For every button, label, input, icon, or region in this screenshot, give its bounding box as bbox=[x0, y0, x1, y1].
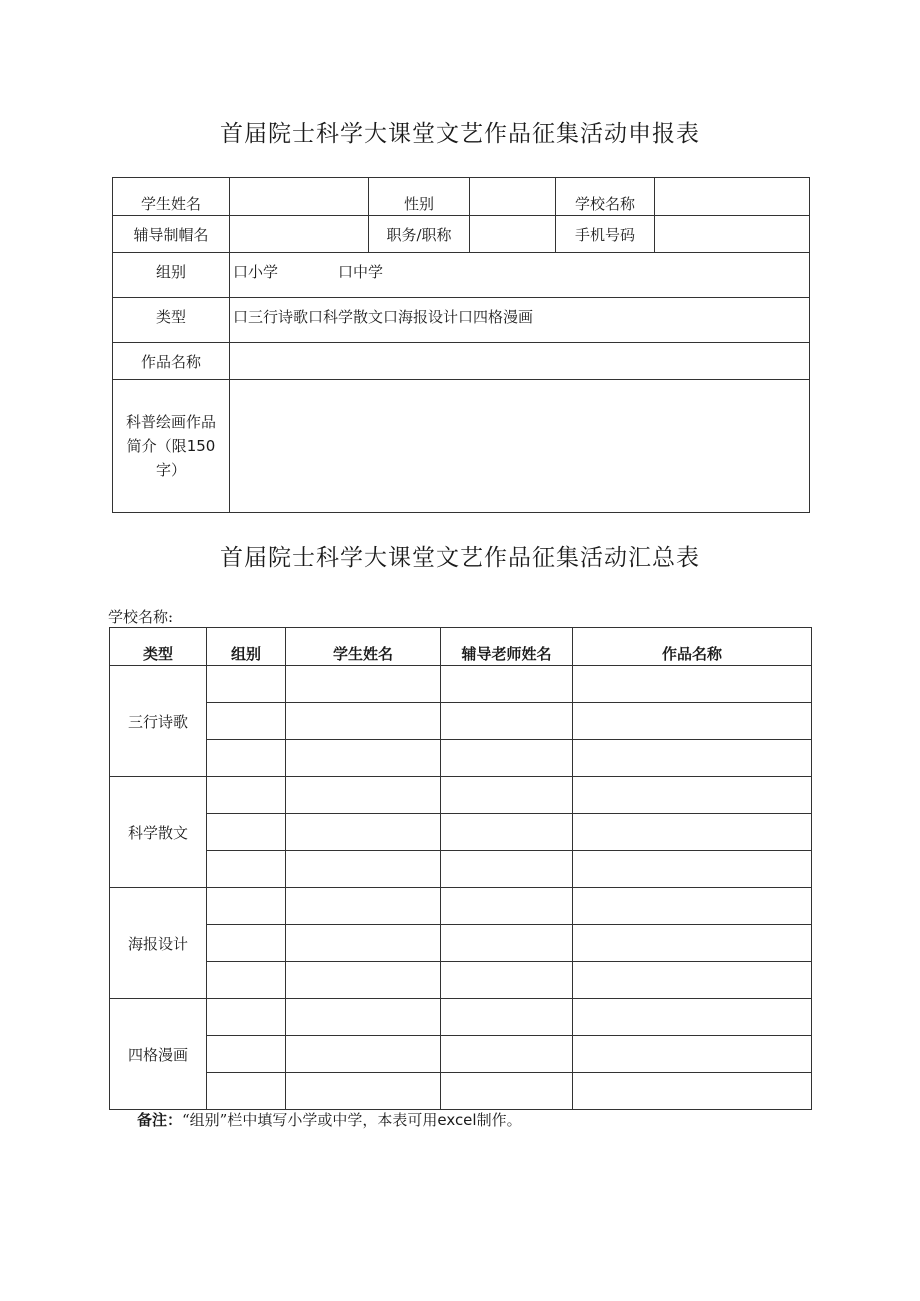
summary-school-name-line: 学校名称: bbox=[108, 608, 174, 626]
table-cell[interactable] bbox=[441, 814, 573, 851]
table-cell[interactable] bbox=[207, 1036, 286, 1073]
header-type: 类型 bbox=[110, 628, 207, 666]
position-field[interactable] bbox=[470, 216, 556, 253]
position-label: 职务/职称 bbox=[369, 216, 470, 253]
category-essay: 科学散文 bbox=[110, 777, 207, 888]
note-label: 备注： bbox=[137, 1111, 183, 1129]
intro-label-line2 bbox=[127, 437, 216, 455]
header-tutor-name: 辅导老师姓名 bbox=[441, 628, 573, 666]
table-cell[interactable] bbox=[286, 925, 441, 962]
table-cell[interactable] bbox=[286, 777, 441, 814]
gender-field[interactable] bbox=[470, 178, 556, 216]
header-group: 组别 bbox=[207, 628, 286, 666]
type-options[interactable]: 口三行诗歌口科学散文口海报设计口四格漫画 bbox=[230, 298, 810, 343]
table-cell[interactable] bbox=[573, 962, 812, 999]
school-name-field[interactable] bbox=[655, 178, 810, 216]
intro-label-line2-prefix: 简介（限 bbox=[126, 437, 187, 455]
table-cell[interactable] bbox=[207, 925, 286, 962]
table-cell[interactable] bbox=[441, 851, 573, 888]
table-cell[interactable] bbox=[286, 703, 441, 740]
summary-table bbox=[109, 627, 812, 1110]
table-row bbox=[110, 851, 812, 888]
table-cell[interactable] bbox=[573, 925, 812, 962]
table-cell[interactable] bbox=[207, 962, 286, 999]
group-options bbox=[230, 253, 810, 298]
table-cell[interactable] bbox=[286, 740, 441, 777]
table-cell[interactable] bbox=[573, 666, 812, 703]
table-row bbox=[110, 888, 812, 925]
table-cell[interactable] bbox=[207, 851, 286, 888]
table-cell[interactable] bbox=[573, 777, 812, 814]
phone-field[interactable] bbox=[655, 216, 810, 253]
table-cell[interactable] bbox=[441, 1073, 573, 1110]
table-cell[interactable] bbox=[441, 666, 573, 703]
note-text-suffix: 制作。 bbox=[476, 1111, 522, 1129]
table-cell[interactable] bbox=[207, 777, 286, 814]
table-cell[interactable] bbox=[286, 1073, 441, 1110]
table-cell[interactable] bbox=[441, 999, 573, 1036]
table-cell[interactable] bbox=[441, 740, 573, 777]
intro-label-limit: 150 bbox=[186, 437, 216, 455]
table-cell[interactable] bbox=[207, 814, 286, 851]
work-name-label: 作品名称 bbox=[113, 343, 230, 380]
table-row bbox=[110, 777, 812, 814]
table-cell[interactable] bbox=[207, 666, 286, 703]
table-cell[interactable] bbox=[207, 703, 286, 740]
table-cell[interactable] bbox=[441, 703, 573, 740]
group-label: 组别 bbox=[113, 253, 230, 298]
summary-form-title: 首届院士科学大课堂文艺作品征集活动汇总表 bbox=[220, 545, 700, 571]
table-cell[interactable] bbox=[441, 962, 573, 999]
footnote bbox=[137, 1109, 522, 1130]
table-cell[interactable] bbox=[441, 888, 573, 925]
table-cell[interactable] bbox=[573, 999, 812, 1036]
table-cell[interactable] bbox=[286, 962, 441, 999]
table-row bbox=[110, 740, 812, 777]
table-row bbox=[110, 666, 812, 703]
table-cell[interactable] bbox=[573, 703, 812, 740]
work-name-field[interactable] bbox=[230, 343, 810, 380]
category-poster: 海报设计 bbox=[110, 888, 207, 999]
table-cell[interactable] bbox=[207, 740, 286, 777]
table-cell[interactable] bbox=[441, 777, 573, 814]
table-cell[interactable] bbox=[441, 1036, 573, 1073]
header-work-name: 作品名称 bbox=[573, 628, 812, 666]
table-cell[interactable] bbox=[441, 925, 573, 962]
table-cell[interactable] bbox=[573, 851, 812, 888]
table-cell[interactable] bbox=[573, 1073, 812, 1110]
category-poem: 三行诗歌 bbox=[110, 666, 207, 777]
table-row bbox=[110, 1073, 812, 1110]
gender-label: 性别 bbox=[369, 178, 470, 216]
table-cell[interactable] bbox=[573, 814, 812, 851]
table-row bbox=[110, 925, 812, 962]
table-row bbox=[110, 814, 812, 851]
table-cell[interactable] bbox=[573, 888, 812, 925]
header-student-name: 学生姓名 bbox=[286, 628, 441, 666]
type-label: 类型 bbox=[113, 298, 230, 343]
table-cell[interactable] bbox=[286, 999, 441, 1036]
student-name-label: 学生姓名 bbox=[113, 178, 230, 216]
intro-label-line1: 科普绘画作品 bbox=[125, 413, 216, 431]
note-text-excel: excel bbox=[437, 1111, 477, 1129]
intro-label bbox=[113, 380, 230, 513]
table-row bbox=[110, 703, 812, 740]
category-comic: 四格漫画 bbox=[110, 999, 207, 1110]
table-cell[interactable] bbox=[286, 814, 441, 851]
school-name-label: 学校名称 bbox=[556, 178, 655, 216]
application-form-table bbox=[112, 177, 810, 513]
table-cell[interactable] bbox=[573, 1036, 812, 1073]
table-cell[interactable] bbox=[207, 888, 286, 925]
table-cell[interactable] bbox=[286, 1036, 441, 1073]
table-row bbox=[110, 1036, 812, 1073]
table-cell[interactable] bbox=[573, 740, 812, 777]
table-cell[interactable] bbox=[207, 1073, 286, 1110]
table-cell[interactable] bbox=[286, 666, 441, 703]
tutor-label: 辅导制帽名 bbox=[113, 216, 230, 253]
table-row bbox=[110, 962, 812, 999]
note-text-prefix: “组别”栏中填写小学或中学，本表可用 bbox=[182, 1111, 438, 1129]
group-option-middle[interactable]: 口中学 bbox=[338, 263, 384, 281]
student-name-field[interactable] bbox=[230, 178, 369, 216]
intro-field[interactable] bbox=[230, 380, 810, 513]
table-row bbox=[110, 999, 812, 1036]
tutor-field[interactable] bbox=[230, 216, 369, 253]
phone-label: 手机号码 bbox=[556, 216, 655, 253]
table-cell[interactable] bbox=[207, 999, 286, 1036]
table-cell[interactable] bbox=[286, 851, 441, 888]
group-option-primary[interactable]: 口小学 bbox=[233, 263, 279, 281]
application-form-title: 首届院士科学大课堂文艺作品征集活动申报表 bbox=[220, 121, 700, 147]
table-cell[interactable] bbox=[286, 888, 441, 925]
intro-label-line3: 字） bbox=[155, 461, 186, 479]
